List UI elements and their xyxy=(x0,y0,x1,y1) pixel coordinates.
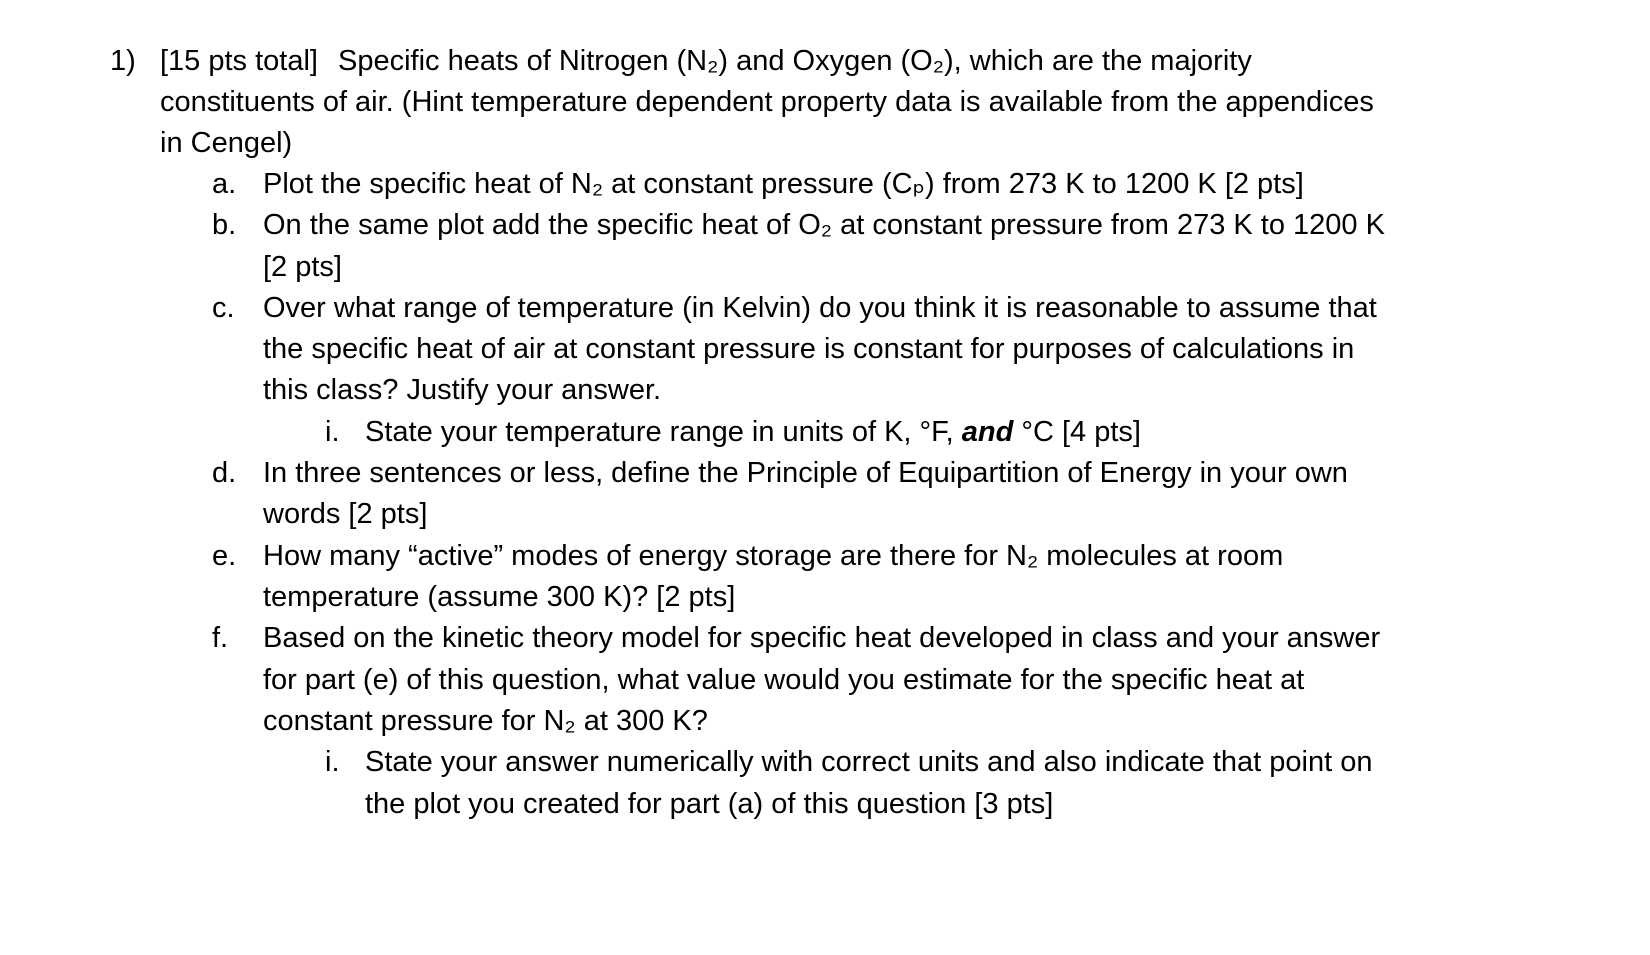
part-f-line-3: constant pressure for N₂ at 300 K? xyxy=(263,705,708,737)
part-c-line-3: this class? Justify your answer. xyxy=(263,374,662,406)
part-d-label: d. xyxy=(212,457,237,489)
part-a-line-1: Plot the specific heat of N₂ at constant pressure (Cₚ) from 273 K to 1200 K [2 pts] xyxy=(263,168,1304,200)
part-e-line-2: temperature (assume 300 K)? [2 pts] xyxy=(263,581,736,613)
question-number: 1) xyxy=(110,45,136,77)
part-d-line-2: words [2 pts] xyxy=(263,498,428,530)
part-c-sub-i-text xyxy=(365,414,1141,450)
question-intro-line-2: constituents of air. (Hint temperature dependent property data is available from the appendices xyxy=(160,86,1374,118)
part-c-line-2: the specific heat of air at constant pressure is constant for purposes of calculations in xyxy=(263,333,1355,365)
part-f-line-1: Based on the kinetic theory model for specific heat developed in class and your answer xyxy=(263,622,1381,654)
part-b-line-2: [2 pts] xyxy=(263,251,342,283)
question-intro-line-1: Specific heats of Nitrogen (N₂) and Oxygen (O₂), which are the majority xyxy=(338,45,1252,77)
part-f-line-2: for part (e) of this question, what value would you estimate for the specific heat at xyxy=(263,664,1305,696)
part-f-label: f. xyxy=(212,622,229,654)
part-c-sub-i-text-before: State your temperature range in units of K, °F, xyxy=(365,416,962,448)
part-b-label: b. xyxy=(212,209,237,241)
part-c-label: c. xyxy=(212,292,235,324)
part-f-sub-i-label: i. xyxy=(325,746,340,778)
part-b-line-1: On the same plot add the specific heat of O₂ at constant pressure from 273 K to 1200 K xyxy=(263,209,1385,241)
part-d-line-1: In three sentences or less, define the Principle of Equipartition of Energy in your own xyxy=(263,457,1348,489)
part-a-label: a. xyxy=(212,168,237,200)
question-points: [15 pts total] xyxy=(160,45,318,77)
part-c-line-1: Over what range of temperature (in Kelvin) do you think it is reasonable to assume that xyxy=(263,292,1377,324)
part-c-sub-i-emphasis: and xyxy=(961,416,1014,448)
part-e-line-1: How many “active” modes of energy storage are there for N₂ molecules at room xyxy=(263,540,1284,572)
part-f-sub-i-line-1: State your answer numerically with correct units and also indicate that point on xyxy=(365,746,1373,778)
question-intro-line-3: in Cengel) xyxy=(160,127,293,159)
part-f-sub-i-line-2: the plot you created for part (a) of this question [3 pts] xyxy=(365,788,1054,820)
part-c-sub-i-label: i. xyxy=(325,416,340,448)
part-e-label: e. xyxy=(212,540,237,572)
part-c-sub-i-text-after: °C [4 pts] xyxy=(1013,416,1141,448)
